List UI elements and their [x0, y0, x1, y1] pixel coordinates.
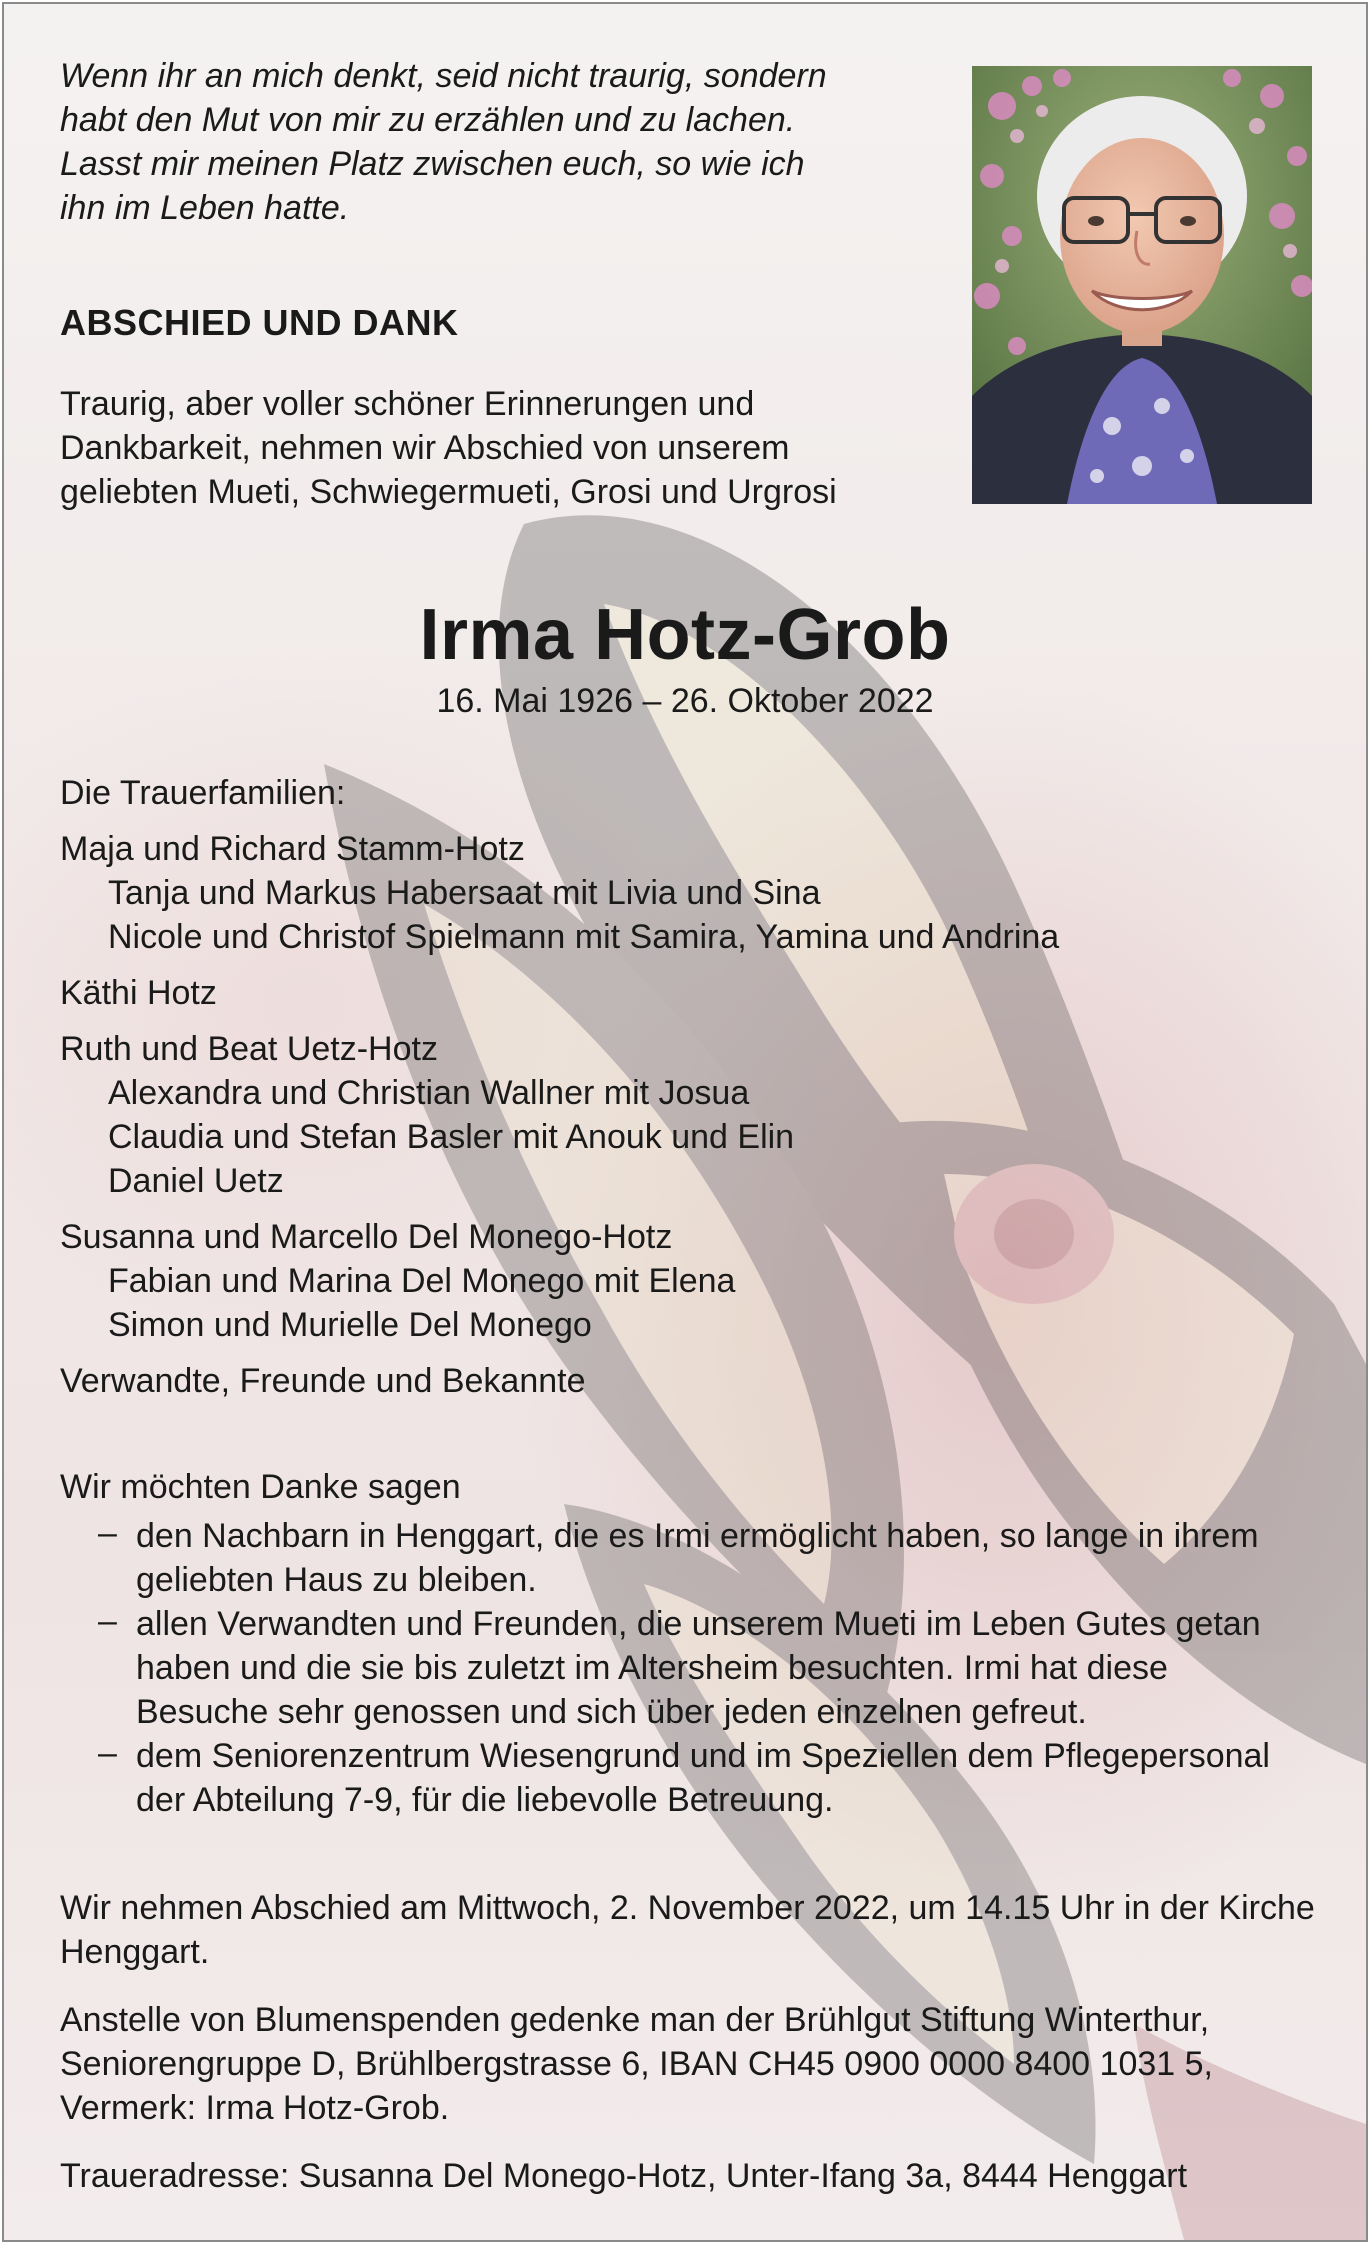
- obituary-card: [2, 2, 1368, 2242]
- family-head: Maja und Richard Stamm-Hotz: [60, 830, 525, 868]
- donation-text: Anstelle von Blumenspenden gedenke man der Brühlgut Stiftung Winterthur, Seniorengruppe D, Brühlbergstrasse 6, IBAN CH45 0900 0000 8400 1031 5, Vermerk: Irma Hotz-Grob.: [60, 2001, 1213, 2127]
- life-dates: 16. Mai 1926 – 26. Oktober 2022: [436, 682, 934, 720]
- farewell-text: Wir nehmen Abschied am Mittwoch, 2. November 2022, um 14.15 Uhr in der Kirche Henggart.: [60, 1889, 1315, 1971]
- family-member: Simon und Murielle Del Monego: [108, 1306, 592, 1344]
- family-member: Daniel Uetz: [108, 1162, 284, 1200]
- quote-line: habt den Mut von mir zu erzählen und zu lachen.: [60, 101, 796, 139]
- family-member: Nicole und Christof Spielmann mit Samira, Yamina und Andrina: [108, 918, 1060, 956]
- family-member: Alexandra und Christian Wallner mit Josua: [108, 1074, 750, 1112]
- thanks-item: den Nachbarn in Henggart, die es Irmi ermöglicht haben, so lange in ihrem geliebten Haus zu bleiben.: [136, 1517, 1259, 1599]
- section-heading: ABSCHIED UND DANK: [60, 302, 459, 343]
- family-member: Tanja und Markus Habersaat mit Livia und Sina: [108, 874, 821, 912]
- portrait-photo: [972, 66, 1312, 504]
- family-head: Käthi Hotz: [60, 974, 217, 1012]
- memorial-quote: [60, 54, 960, 230]
- intro-text: [60, 382, 960, 514]
- family-head: Susanna und Marcello Del Monego-Hotz: [60, 1218, 673, 1256]
- obituary-content: [4, 4, 1366, 2240]
- family-member: Fabian und Marina Del Monego mit Elena: [108, 1262, 736, 1300]
- family-head: Ruth und Beat Uetz-Hotz: [60, 1030, 438, 1068]
- mourning-address: Traueradresse: Susanna Del Monego-Hotz, Unter-Ifang 3a, 8444 Henggart: [60, 2157, 1188, 2195]
- quote-line: ihn im Leben hatte.: [60, 189, 350, 227]
- dash-bullet: –: [98, 1514, 117, 1552]
- thanks-item: dem Seniorenzentrum Wiesengrund und im Speziellen dem Pflegepersonal der Abteilung 7-9, für die liebevolle Betreuung.: [136, 1737, 1270, 1819]
- quote-line: Lasst mir meinen Platz zwischen euch, so wie ich: [60, 145, 805, 183]
- deceased-name: Irma Hotz-Grob: [419, 595, 951, 675]
- quote-line: Wenn ihr an mich denkt, seid nicht traurig, sondern: [60, 57, 827, 95]
- family-member: Claudia und Stefan Basler mit Anouk und Elin: [108, 1118, 795, 1156]
- intro-line: Dankbarkeit, nehmen wir Abschied von unserem: [60, 429, 790, 467]
- dash-bullet: –: [98, 1734, 117, 1772]
- dash-bullet: –: [98, 1602, 117, 1640]
- thanks-label: Wir möchten Danke sagen: [60, 1468, 461, 1506]
- thanks-item: allen Verwandten und Freunden, die unserem Mueti im Leben Gutes getan haben und die sie bis zuletzt im Altersheim besuchten. Irmi hat diese Besuche sehr genossen und sich über jeden einzelnen gefreut.: [136, 1605, 1261, 1731]
- intro-line: geliebten Mueti, Schwiegermueti, Grosi und Urgrosi: [60, 473, 837, 511]
- family-head: Verwandte, Freunde und Bekannte: [60, 1362, 586, 1400]
- intro-line: Traurig, aber voller schöner Erinnerungen und: [60, 385, 755, 423]
- mourners-label: Die Trauerfamilien:: [60, 774, 346, 812]
